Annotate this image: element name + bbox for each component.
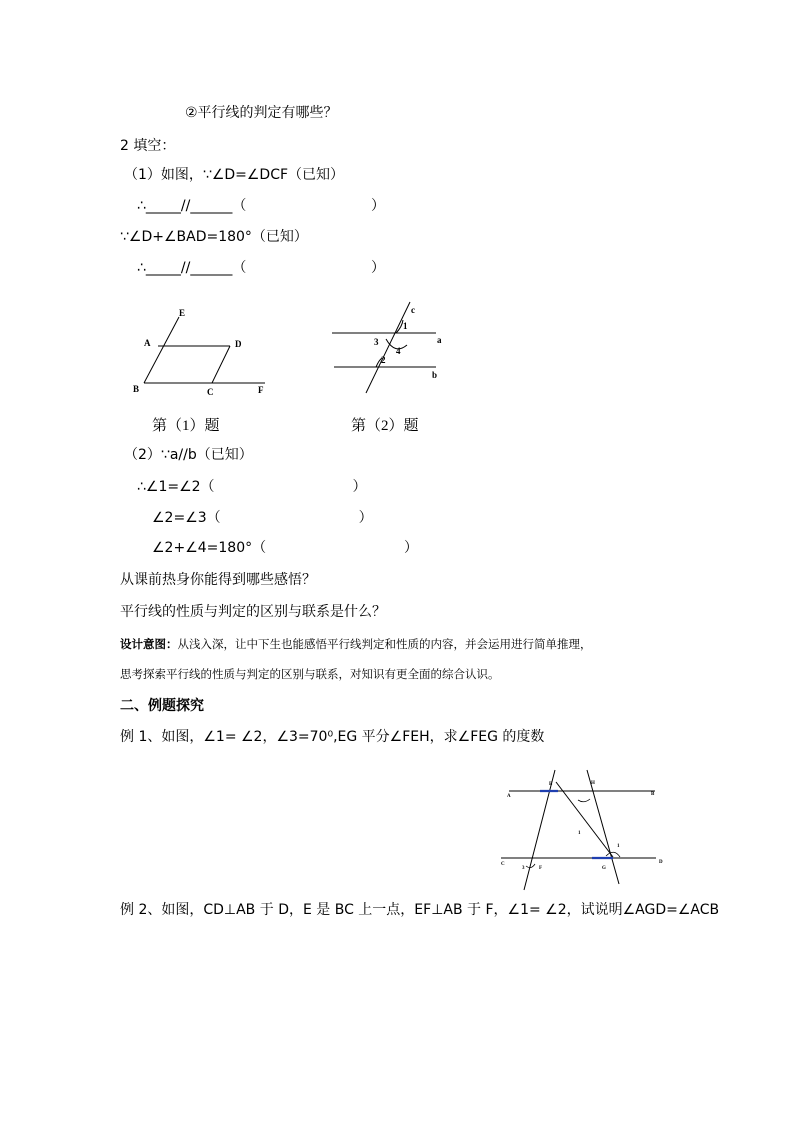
q1-given-2: ∵∠D+∠BAD=180°（已知） bbox=[120, 229, 308, 245]
fig3-label-H: H bbox=[591, 781, 595, 786]
fig1-label-F: F bbox=[258, 385, 264, 395]
fig2-label-a: a bbox=[437, 335, 442, 345]
fig1-label-A: A bbox=[144, 338, 151, 348]
q1-conclusion-1: ∴_____//______（ ） bbox=[137, 198, 385, 214]
fill-blank-heading: 2 填空： bbox=[120, 138, 176, 154]
q1-given: （1）如图，∵∠D=∠DCF（已知） bbox=[124, 167, 345, 183]
fig2-label-1: 1 bbox=[403, 321, 408, 331]
fig2-label-4: 4 bbox=[396, 346, 401, 356]
fig3-label-E: E bbox=[549, 782, 553, 787]
fig2-caption: 第（2）题 bbox=[351, 418, 419, 434]
fig3-label-C: C bbox=[501, 862, 505, 867]
fig1-label-B: B bbox=[133, 384, 140, 394]
fig3-label-B: B bbox=[651, 792, 655, 797]
fig2-label-2: 2 bbox=[381, 355, 386, 365]
design-intent-label: 设计意图： bbox=[120, 637, 178, 651]
section-heading-examples: 二、例题探究 bbox=[120, 698, 204, 714]
q2-conclusion-2: ∠2=∠3（ ） bbox=[152, 510, 373, 526]
example-1-statement: 例 1、如图，∠1= ∠2，∠3=70⁰,EG 平分∠FEH，求∠FEG 的度数 bbox=[120, 729, 545, 745]
fig2-label-c: c bbox=[411, 305, 415, 315]
reflection-question-1: 从课前热身你能得到哪些感悟？ bbox=[120, 572, 316, 588]
fig1-label-C: C bbox=[207, 387, 214, 397]
design-intent-text: 从浅入深，让中下生也能感悟平行线判定和性质的内容，并会运用进行简单推理， bbox=[177, 637, 592, 651]
fig1-label-E: E bbox=[179, 308, 186, 318]
q2-given: （2）∵a//b（已知） bbox=[124, 447, 253, 463]
design-intent-line-2: 思考探索平行线的性质与判定的区别与联系，对知识有更全面的综合认识。 bbox=[120, 667, 500, 681]
fig3-label-3: 3 bbox=[522, 866, 525, 871]
fig2-label-3: 3 bbox=[374, 337, 379, 347]
design-intent-line-1 bbox=[120, 635, 592, 653]
q2-conclusion-3: ∠2+∠4=180°（ ） bbox=[152, 540, 419, 556]
question-2-judgment: ②平行线的判定有哪些？ bbox=[185, 105, 338, 121]
q2-conclusion-1: ∴∠1=∠2（ ） bbox=[137, 479, 367, 495]
fig3-label-1-upper: 1 bbox=[578, 831, 581, 836]
fig3-label-F: F bbox=[539, 866, 543, 871]
fig3-label-G: G bbox=[602, 866, 606, 871]
fig3-label-1-lower: 1 bbox=[617, 844, 620, 849]
example-2-statement: 例 2、如图，CD⊥AB 于 D，E 是 BC 上一点，EF⊥AB 于 F，∠1= ∠2，试说明∠AGD=∠ACB bbox=[120, 902, 720, 918]
reflection-question-2: 平行线的性质与判定的区别与联系是什么？ bbox=[120, 604, 386, 620]
fig1-label-D: D bbox=[235, 339, 242, 349]
fig3-label-D: D bbox=[659, 860, 663, 865]
q1-conclusion-2: ∴_____//______（ ） bbox=[137, 260, 385, 276]
fig1-caption: 第（1）题 bbox=[152, 418, 220, 434]
fig2-label-b: b bbox=[432, 370, 438, 380]
fig3-label-A: A bbox=[507, 794, 511, 799]
